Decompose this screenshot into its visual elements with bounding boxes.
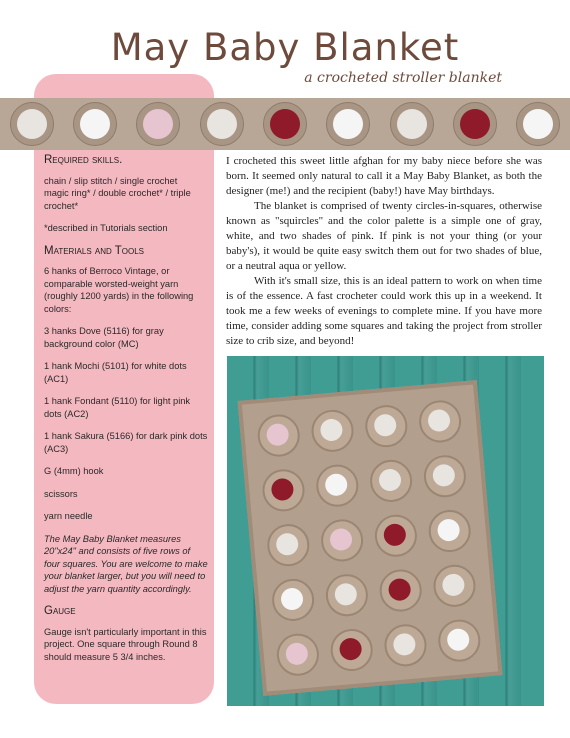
banner-squircle xyxy=(512,98,564,150)
blanket-square xyxy=(414,396,464,446)
sidebar-content xyxy=(44,154,208,673)
banner-squircle xyxy=(69,98,121,150)
gauge-heading: Gauge xyxy=(44,605,76,617)
blanket-square xyxy=(365,455,415,505)
blanket-image xyxy=(238,380,503,696)
banner-squircle xyxy=(449,98,501,150)
banner-squircle xyxy=(132,98,184,150)
squircle-dot xyxy=(460,109,490,139)
intro-paragraph-1: I crocheted this sweet little afghan for my baby niece before she was born. It seemed only natural to call it a May Baby Blanket, as both the designer (me!) and the recipient (baby!) have May birthdays. xyxy=(226,155,542,197)
blanket-square xyxy=(379,619,429,669)
squircle-dot xyxy=(397,109,427,139)
blanket-square xyxy=(258,465,308,515)
banner-squircle xyxy=(259,98,311,150)
yarn-intro: 6 hanks of Berroco Vintage, or comparable worsted-weight yarn (roughly 1200 yards) in the following colors: xyxy=(44,266,194,314)
squircle-dot xyxy=(17,109,47,139)
scissors-item: scissors xyxy=(44,488,78,499)
blanket-square xyxy=(419,450,469,500)
blanket-square xyxy=(375,565,425,615)
banner-squircle xyxy=(196,98,248,150)
blanket-square xyxy=(316,515,366,565)
blanket-square xyxy=(433,615,483,665)
blanket-square xyxy=(307,405,357,455)
yarn-ac2: 1 hank Fondant (5110) for light pink dots (AC2) xyxy=(44,396,191,419)
yarn-ac1: 1 hank Mochi (5101) for white dots (AC1) xyxy=(44,361,187,384)
blanket-square xyxy=(428,560,478,610)
intro-paragraph-3: With it's small size, this is an ideal pattern to work on when time is of the essence. A fast crocheter could work this up in a weekend. It took me a few weeks of evenings to complete mine. If you have more time, consider adding some squares and taking the project from stroller size to crib size, and beyond! xyxy=(226,275,542,347)
banner-squircle xyxy=(386,98,438,150)
banner-squircle xyxy=(322,98,374,150)
blanket-square xyxy=(321,569,371,619)
blanket-square xyxy=(272,629,322,679)
gauge-text: Gauge isn't particularly important in this project. One square through Round 8 should measure 5 3/4 inches. xyxy=(44,626,207,662)
blanket-square xyxy=(370,510,420,560)
page-title: May Baby Blanket xyxy=(110,26,460,69)
hook-item: G (4mm) hook xyxy=(44,466,104,476)
squircle-dot xyxy=(207,109,237,139)
intro-text xyxy=(226,154,542,349)
measurement-note: The May Baby Blanket measures 20"x24" and consists of five rows of four squares. You are welcome to make your blanket larger, but you will need to adjust the yarn quantity accordingly. xyxy=(44,533,208,594)
needle-item: yarn needle xyxy=(44,511,93,521)
blanket-square xyxy=(253,410,303,460)
squircle-dot xyxy=(270,109,300,139)
squircle-dot xyxy=(80,109,110,139)
yarn-mc: 3 hanks Dove (5116) for gray background color (MC) xyxy=(44,326,164,349)
required-skills-heading: Required skills. xyxy=(44,154,123,166)
intro-paragraph-2: The blanket is comprised of twenty circles-in-squares, otherwise known as "squircles" and the color palette is a simple one of gray, white, and two shades of pink. If pink is not your thing (or your baby's), it would be quite easy switch them out for two shades of blue, or a neutral aqua or yellow. xyxy=(226,200,542,272)
blanket-square xyxy=(311,460,361,510)
blanket-square xyxy=(267,574,317,624)
page-subtitle: a crocheted stroller blanket xyxy=(304,70,502,86)
blanket-square xyxy=(262,519,312,569)
blanket-square xyxy=(326,624,376,674)
materials-heading: Materials and Tools xyxy=(44,244,144,257)
yarn-ac3: 1 hank Sakura (5166) for dark pink dots (AC3) xyxy=(44,431,208,454)
squircle-banner xyxy=(0,98,570,150)
tutorial-note: *described in Tutorials section xyxy=(44,223,168,233)
blanket-square xyxy=(424,505,474,555)
skills-list: chain / slip stitch / single crochet magic ring* / double crochet* / triple crochet* xyxy=(44,175,191,211)
banner-squircle xyxy=(6,98,58,150)
blanket-square xyxy=(360,400,410,450)
